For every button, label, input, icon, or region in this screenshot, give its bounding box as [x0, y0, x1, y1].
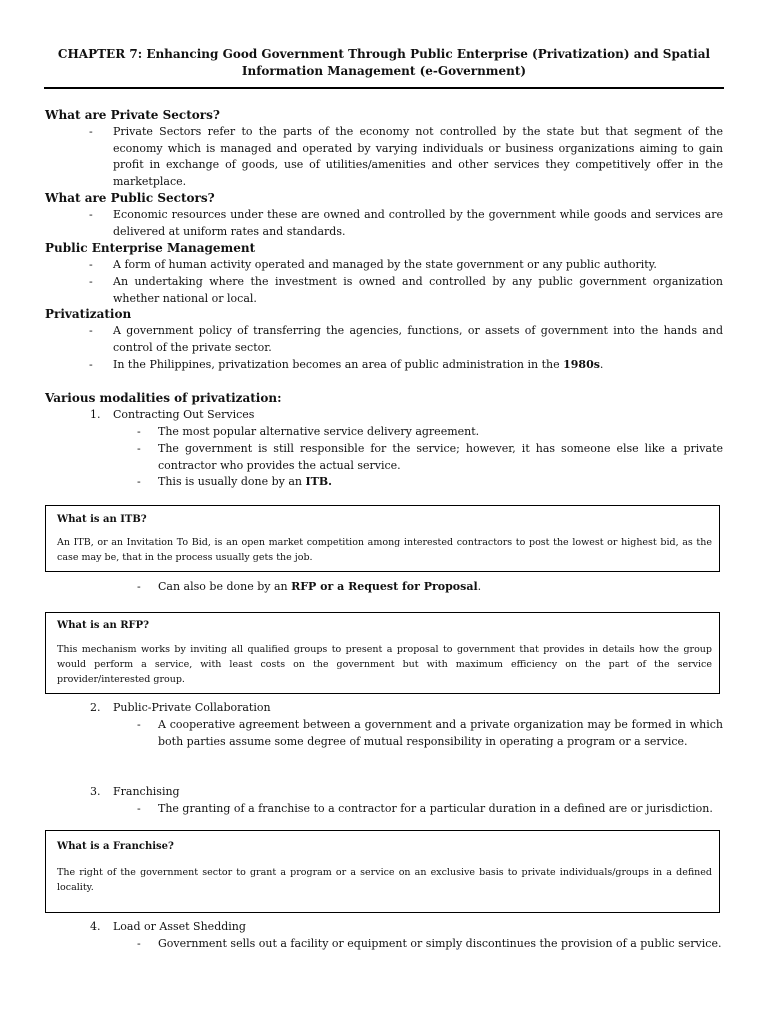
- itb-definition-box: [45, 505, 720, 572]
- contracting-item: This is usually done by an ITB.: [158, 475, 332, 488]
- emphasis-1980s: 1980s: [563, 358, 600, 371]
- box-text: An ITB, or an Invitation To Bid, is an open market competition among interested contractors to post the lowest or highest bid, as the case may be, that in the process usually gets the job.: [57, 537, 712, 563]
- emphasis-itb: ITB.: [305, 475, 332, 488]
- contracting-item: Can also be done by an RFP or a Request for Proposal.: [158, 580, 482, 593]
- bullet-dash: -: [137, 425, 141, 438]
- list-number: 2.: [90, 701, 101, 714]
- bullet-dash: -: [137, 937, 141, 950]
- box-title: What is an ITB?: [57, 514, 147, 525]
- bullet-dash: -: [137, 802, 141, 815]
- bullet-dash: -: [89, 275, 93, 288]
- asset-shedding-item: Government sells out a facility or equipment or simply discontinues the provision of a public service.: [158, 937, 722, 950]
- rfp-definition-box: [45, 612, 720, 694]
- bullet-dash: -: [89, 208, 93, 221]
- privatization-heading: Privatization: [45, 307, 132, 321]
- modality-asset-shedding: Load or Asset Shedding: [113, 920, 246, 933]
- bullet-dash: -: [137, 580, 141, 593]
- bullet-dash: -: [89, 358, 93, 371]
- bullet-dash: -: [89, 125, 93, 138]
- list-number: 1.: [90, 408, 101, 421]
- bullet-dash: -: [137, 442, 141, 455]
- list-number: 4.: [90, 920, 101, 933]
- contracting-item: The most popular alternative service delivery agreement.: [158, 425, 480, 438]
- chapter-title: CHAPTER 7: Enhancing Good Government Through Public Enterprise (Privatization) and Spatial Information Management (e-Government): [57, 47, 711, 78]
- privatization-item: In the Philippines, privatization becomes an area of public administration in the 1980s.: [113, 358, 604, 371]
- franchising-item: The granting of a franchise to a contractor for a particular duration in a defined are or jurisdiction.: [158, 802, 713, 815]
- modality-ppc: Public-Private Collaboration: [113, 701, 271, 714]
- box-text: This mechanism works by inviting all qualified groups to present a proposal to government that provides in details how the group would perform a service, with least costs on the government but with maximum efficiency on the part of the service provider/interested group.: [57, 644, 712, 685]
- pem-heading: Public Enterprise Management: [45, 241, 256, 255]
- pem-item: A form of human activity operated and managed by the state government or any public authority.: [113, 258, 657, 271]
- private-sectors-item: Private Sectors refer to the parts of the economy not controlled by the state but that segment of the economy which is managed and operated by varying individuals or business organizations aiming to gain profit in exchange of goods, use of utilities/amenities and other services they competitively offer in the marketplace.: [113, 125, 723, 189]
- modality-franchising: Franchising: [113, 785, 180, 798]
- private-sectors-heading: What are Private Sectors?: [45, 108, 220, 122]
- bullet-dash: -: [137, 475, 141, 488]
- ppc-item: A cooperative agreement between a government and a private organization may be formed in which both parties assume some degree of mutual responsibility in operating a program or a service.: [158, 718, 723, 748]
- modality-contracting-out: Contracting Out Services: [113, 408, 255, 421]
- bullet-dash: -: [89, 324, 93, 337]
- public-sectors-item: Economic resources under these are owned and controlled by the government while goods and services are delivered at uniform rates and standards.: [113, 208, 723, 238]
- franchise-definition-box: [45, 830, 720, 913]
- bullet-dash: -: [89, 258, 93, 271]
- title-divider: [44, 87, 724, 89]
- emphasis-rfp: RFP or a Request for Proposal: [291, 580, 478, 593]
- list-number: 3.: [90, 785, 101, 798]
- box-text: The right of the government sector to grant a program or a service on an exclusive basis to private individuals/groups in a defined locality.: [57, 867, 712, 893]
- privatization-item: A government policy of transferring the agencies, functions, or assets of government into the hands and control of the private sector.: [113, 324, 723, 354]
- box-title: What is an RFP?: [57, 620, 150, 631]
- contracting-item: The government is still responsible for the service; however, it has someone else like a private contractor who provides the actual service.: [158, 442, 723, 472]
- box-title: What is a Franchise?: [57, 841, 174, 852]
- modalities-heading: Various modalities of privatization:: [45, 391, 282, 405]
- public-sectors-heading: What are Public Sectors?: [45, 191, 215, 205]
- pem-item: An undertaking where the investment is owned and controlled by any public government organization whether national or local.: [113, 275, 723, 305]
- bullet-dash: -: [137, 718, 141, 731]
